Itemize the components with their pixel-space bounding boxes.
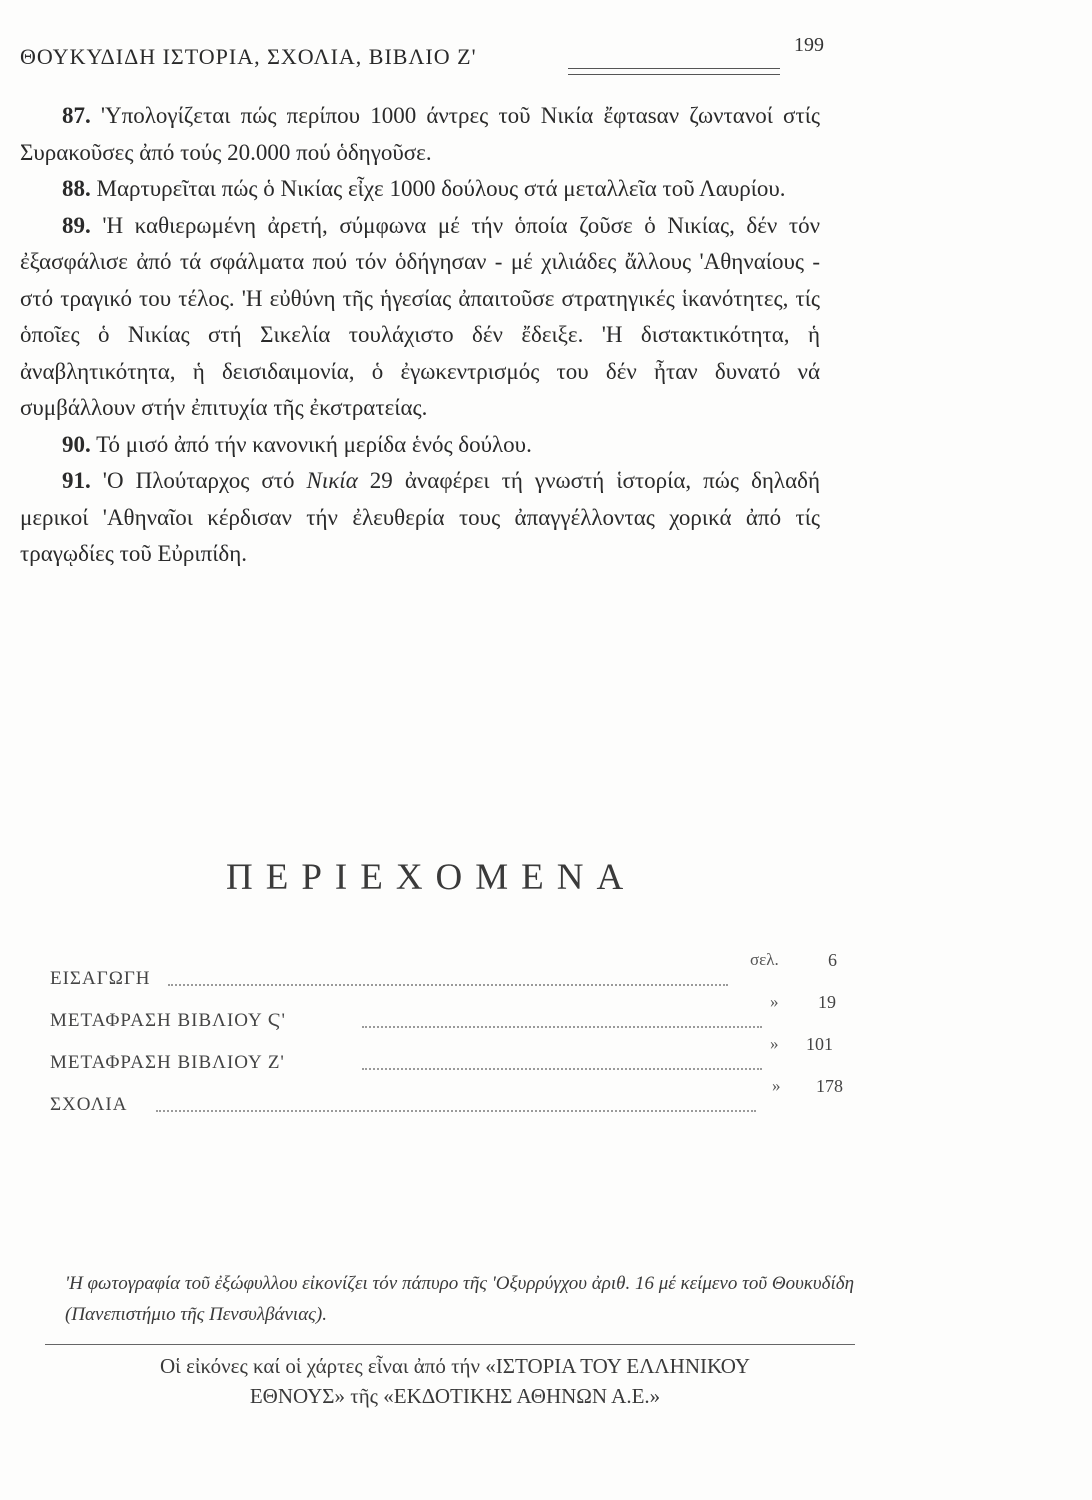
note-text: Τό μισό ἀπό τήν κανονική μερίδα ἑνός δούλου. bbox=[96, 431, 532, 457]
toc-title: ΠΕΡΙΕΧΟΜΕΝΑ bbox=[226, 857, 637, 898]
work-title: Νικία bbox=[306, 468, 358, 493]
note-88 bbox=[20, 171, 820, 208]
note-text: 'Ο Πλούταρχος στό bbox=[102, 468, 307, 493]
note-text: 'Υπολογίζεται πώς περίπου 1000 άντρες τοῦ Νικία ἔφταsαν ζωντανοί στίς Συρακοῦσες ἀπό τούς 20.000 πού ὁδηγοῦσε. bbox=[20, 103, 820, 165]
toc-page-mark: σελ. bbox=[750, 950, 779, 969]
dot-leader bbox=[362, 1068, 762, 1070]
notes-section bbox=[20, 98, 820, 573]
note-number: 89. bbox=[62, 212, 91, 238]
note-text: 29 ἀναφέρει τή γνωστή ἱστορία, πώς δηλαδή μερικοί 'Αθηναῖοι κέρδισαν τήν ἐλευθερία τους ἀπαγγέλλοντας χορικά ἀπό τίς τραγῳδίες τοῦ Εὐριπίδη. bbox=[20, 468, 820, 566]
toc-entry bbox=[50, 1076, 850, 1118]
dot-leader bbox=[362, 1026, 762, 1028]
toc-entry bbox=[50, 1034, 850, 1076]
running-header bbox=[20, 30, 824, 80]
toc-page-mark: » bbox=[770, 992, 779, 1011]
note-91 bbox=[20, 463, 820, 573]
toc-label: ΜΕΤΑΦΡΑΣΗ ΒΙΒΛΙΟΥ Ϛ' bbox=[50, 1010, 286, 1031]
note-number: 91. bbox=[62, 468, 91, 493]
toc-entry bbox=[50, 992, 850, 1034]
image-source-line bbox=[45, 1351, 865, 1411]
image-source-text: Οἱ εἰκόνες καί οἱ χάρτες εἶναι ἀπό τήν «ΙΣΤΟΡΙΑ ΤΟΥ ΕΛΛΗΝΙΚΟΥ bbox=[160, 1354, 750, 1378]
running-title: ΘΟΥΚΥΔΙΔΗ ΙΣΤΟΡΙΑ, ΣΧΟΛΙΑ, ΒΙΒΛΙΟ Ζ' bbox=[20, 44, 477, 69]
credits-block bbox=[45, 1268, 865, 1411]
toc-page-number: 178 bbox=[816, 1076, 843, 1096]
toc-label: ΜΕΤΑΦΡΑΣΗ ΒΙΒΛΙΟΥ Ζ' bbox=[50, 1052, 285, 1073]
note-number: 87. bbox=[62, 103, 91, 128]
note-87 bbox=[20, 98, 820, 171]
note-89 bbox=[20, 208, 820, 427]
dot-leader bbox=[156, 1110, 756, 1112]
note-number: 88. bbox=[62, 176, 91, 201]
toc-label: ΕΙΣΑΓΩΓΗ bbox=[50, 968, 151, 989]
toc-entry bbox=[50, 950, 850, 992]
cover-caption: 'Η φωτογραφία τοῦ ἐξώφυλλου εἰκονίζει τόν πάπυρο τῆς 'Οξυρρύγχου ἀριθ. 16 μέ κείμενο τοῦ Θουκυδίδη (Πανεπιστήμιο τῆς Πενσυλβάνιας). bbox=[65, 1273, 855, 1325]
toc-page-number: 101 bbox=[806, 1034, 833, 1054]
image-source-text: ΕΘΝΟΥΣ» τῆς «ΕΚΔΟΤΙΚΗΣ ΑΘΗΝΩΝ Α.Ε.» bbox=[249, 1384, 661, 1408]
toc-page-mark: » bbox=[772, 1076, 781, 1095]
note-90 bbox=[20, 427, 820, 464]
note-number: 90. bbox=[62, 431, 91, 457]
note-text: 'Η καθιερωμένη ἀρετή, σύμφωνα μέ τήν ὁποία ζοῦσε ὁ Νικίας, δέν τόν ἐξασφάλισε ἀπό τά σφάλματα πού τόν ὁδήγησαν - μέ χιλιάδες ἄλλους 'Αθηναίους - στό τραγικό του τέλος. 'Η εὐθύνη τῆς ἡγεσίας ἀπαιτοῦσε στρατηγικές ἱκανότητες, τίς ὁποῖες ὁ Νικίας στή Σικελία τουλάχιστο δέν ἔδειξε. 'Η διστακτικότητα, ἡ ἀναβλητικότητα, ἡ δεισιδαιμονία, ὁ ἐγωκεντρισμός του δέν ἦταν δυνατό νά συμβάλλουν στήν ἐπιτυχία τῆς ἐκστρατείας. bbox=[20, 212, 821, 420]
toc-page-mark: » bbox=[770, 1034, 779, 1053]
header-rule bbox=[568, 68, 780, 75]
toc-label: ΣΧΟΛΙΑ bbox=[50, 1094, 128, 1115]
toc-page-number: 19 bbox=[818, 992, 836, 1012]
credits-rule bbox=[45, 1344, 855, 1345]
toc-page-number: 6 bbox=[828, 950, 837, 970]
table-of-contents bbox=[50, 950, 850, 1118]
page-number: 199 bbox=[794, 34, 824, 56]
dot-leader bbox=[168, 984, 728, 986]
note-text: Μαρτυρεῖται πώς ὁ Νικίας εἶχε 1000 δούλους στά μεταλλεῖα τοῦ Λαυρίου. bbox=[96, 176, 786, 201]
